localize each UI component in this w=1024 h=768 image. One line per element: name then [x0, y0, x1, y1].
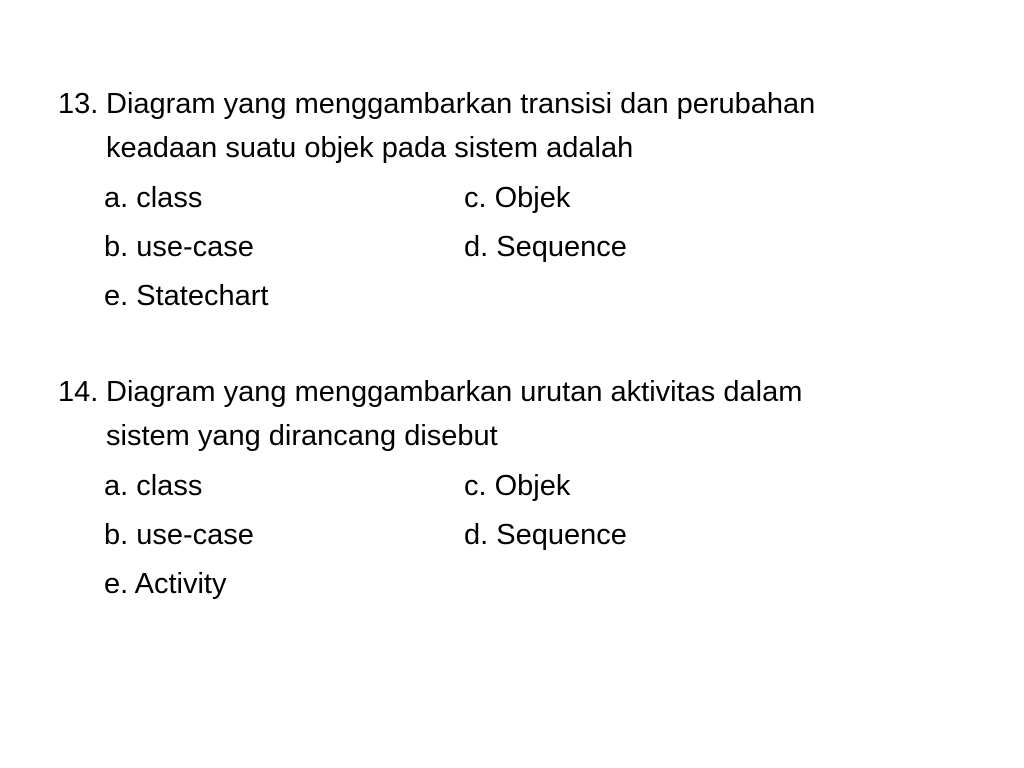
option-d: d. Sequence [464, 519, 627, 551]
question-number: 14. [58, 376, 99, 408]
question-text-line: Diagram yang menggambarkan transisi dan perubahan [106, 88, 816, 120]
question-text [106, 370, 966, 458]
option-row [104, 562, 978, 611]
option-a: a. class [104, 182, 203, 214]
option-e: e. Statechart [104, 280, 269, 312]
option-row [104, 176, 978, 225]
question-14 [58, 370, 978, 611]
option-row [104, 513, 978, 562]
question-text-line: keadaan suatu objek pada sistem adalah [106, 132, 634, 164]
option-c: c. Objek [464, 470, 571, 502]
option-row [104, 464, 978, 513]
option-a: a. class [104, 470, 203, 502]
option-b: b. use-case [104, 231, 254, 263]
question-number: 13. [58, 88, 99, 120]
option-row [104, 274, 978, 323]
option-row [104, 225, 978, 274]
question-text [106, 82, 966, 170]
question-text-line: sistem yang dirancang disebut [106, 420, 498, 452]
question-13 [58, 82, 978, 323]
option-d: d. Sequence [464, 231, 627, 263]
question-text-line: Diagram yang menggambarkan urutan aktivitas dalam [106, 376, 803, 408]
option-c: c. Objek [464, 182, 571, 214]
option-e: e. Activity [104, 568, 227, 600]
answer-options [104, 464, 978, 611]
answer-options [104, 176, 978, 323]
option-b: b. use-case [104, 519, 254, 551]
